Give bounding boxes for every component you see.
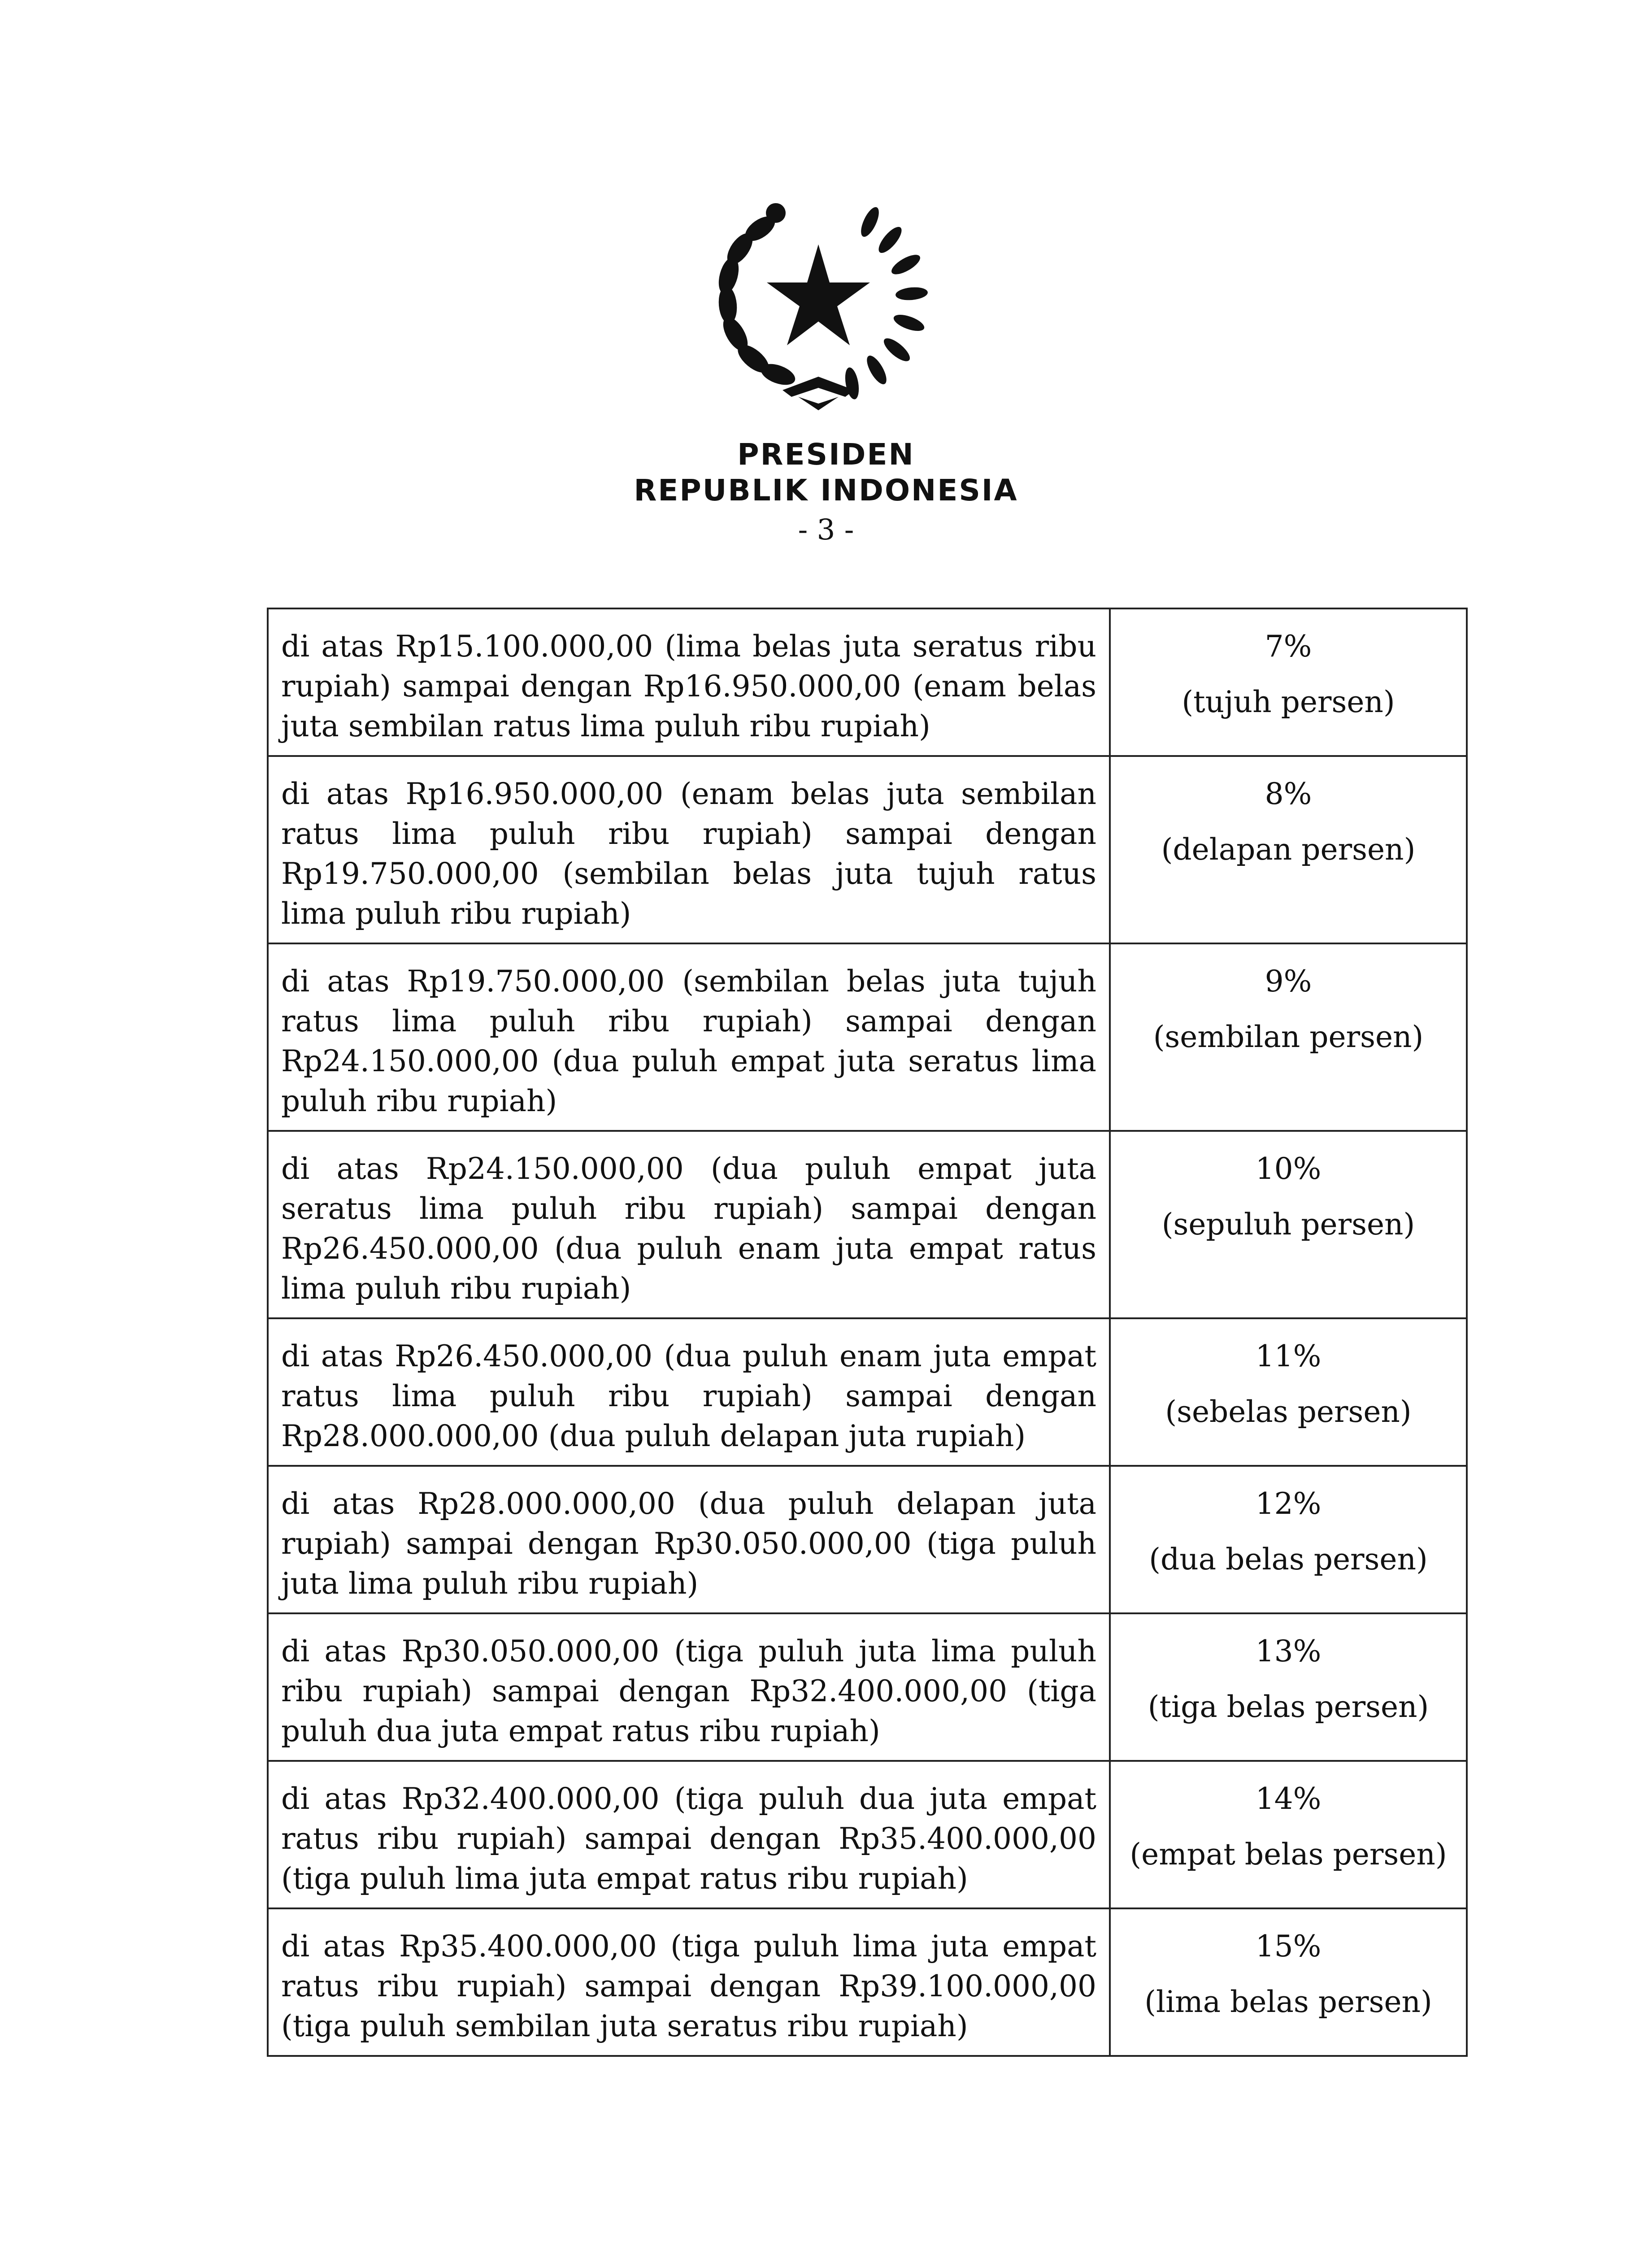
rate-words: (lima belas persen) [1144, 1985, 1432, 2019]
rate-percent: 13% [1255, 1634, 1322, 1668]
header-title-republik: REPUBLIK INDONESIA [634, 473, 1018, 508]
table-row [268, 943, 1467, 1131]
income-range-cell: di atas Rp24.150.000,00 (dua puluh empat juta seratus lima puluh ribu rupiah) sampai dengan Rp26.450.000,00 (dua puluh enam juta empat ratus lima puluh ribu rupiah) [268, 1131, 1110, 1318]
rate-percent: 11% [1255, 1339, 1322, 1373]
rate-cell [1110, 756, 1467, 943]
table-row [268, 1466, 1467, 1613]
rate-words: (empat belas persen) [1130, 1837, 1447, 1872]
rate-cell [1110, 943, 1467, 1131]
rate-cell [1110, 1761, 1467, 1908]
income-range-cell: di atas Rp15.100.000,00 (lima belas juta seratus ribu rupiah) sampai dengan Rp16.950.000,00 (enam belas juta sembilan ratus lima puluh ribu rupiah) [268, 608, 1110, 756]
table-row [268, 608, 1467, 756]
income-range-cell: di atas Rp30.050.000,00 (tiga puluh juta lima puluh ribu rupiah) sampai dengan Rp32.400.000,00 (tiga puluh dua juta empat ratus ribu rupiah) [268, 1613, 1110, 1761]
rate-cell [1110, 1318, 1467, 1466]
garuda-star-emblem-icon [693, 186, 944, 417]
table-row [268, 1318, 1467, 1466]
rate-percent: 14% [1255, 1781, 1322, 1816]
rate-percent: 7% [1265, 629, 1312, 664]
income-range-cell: di atas Rp32.400.000,00 (tiga puluh dua juta empat ratus ribu rupiah) sampai dengan Rp35.400.000,00 (tiga puluh lima juta empat ratus ribu rupiah) [268, 1761, 1110, 1908]
rate-percent: 8% [1265, 777, 1312, 811]
rate-cell [1110, 1908, 1467, 2056]
income-range-cell: di atas Rp35.400.000,00 (tiga puluh lima juta empat ratus ribu rupiah) sampai dengan Rp39.100.000,00 (tiga puluh sembilan juta seratus ribu rupiah) [268, 1908, 1110, 2056]
rate-percent: 15% [1255, 1929, 1322, 1964]
rate-percent: 10% [1255, 1151, 1322, 1186]
rate-words: (sepuluh persen) [1161, 1207, 1415, 1242]
table-row [268, 1761, 1467, 1908]
rate-cell [1110, 1613, 1467, 1761]
tax-rate-table [267, 608, 1468, 2057]
rate-words: (sembilan persen) [1153, 1020, 1424, 1054]
income-range-cell: di atas Rp19.750.000,00 (sembilan belas juta tujuh ratus lima puluh ribu rupiah) sampai dengan Rp24.150.000,00 (dua puluh empat juta seratus lima puluh ribu rupiah) [268, 943, 1110, 1131]
table-row [268, 1613, 1467, 1761]
table-row [268, 1131, 1467, 1318]
rate-words: (tiga belas persen) [1148, 1690, 1429, 1724]
income-range-cell: di atas Rp28.000.000,00 (dua puluh delapan juta rupiah) sampai dengan Rp30.050.000,00 (tiga puluh juta lima puluh ribu rupiah) [268, 1466, 1110, 1613]
page-number: - 3 - [798, 513, 854, 547]
rate-words: (tujuh persen) [1182, 685, 1395, 719]
table-row [268, 756, 1467, 943]
rate-cell [1110, 1466, 1467, 1613]
income-range-cell: di atas Rp26.450.000,00 (dua puluh enam juta empat ratus lima puluh ribu rupiah) sampai dengan Rp28.000.000,00 (dua puluh delapan juta rupiah) [268, 1318, 1110, 1466]
income-range-cell: di atas Rp16.950.000,00 (enam belas juta sembilan ratus lima puluh ribu rupiah) sampai dengan Rp19.750.000,00 (sembilan belas juta tujuh ratus lima puluh ribu rupiah) [268, 756, 1110, 943]
rate-words: (sebelas persen) [1165, 1395, 1412, 1429]
rate-words: (dua belas persen) [1149, 1542, 1428, 1577]
rate-percent: 9% [1265, 964, 1312, 999]
rate-cell [1110, 1131, 1467, 1318]
header-title-presiden: PRESIDEN [737, 437, 915, 472]
rate-cell [1110, 608, 1467, 756]
rate-percent: 12% [1255, 1486, 1322, 1521]
rate-words: (delapan persen) [1161, 832, 1416, 867]
table-row [268, 1908, 1467, 2056]
